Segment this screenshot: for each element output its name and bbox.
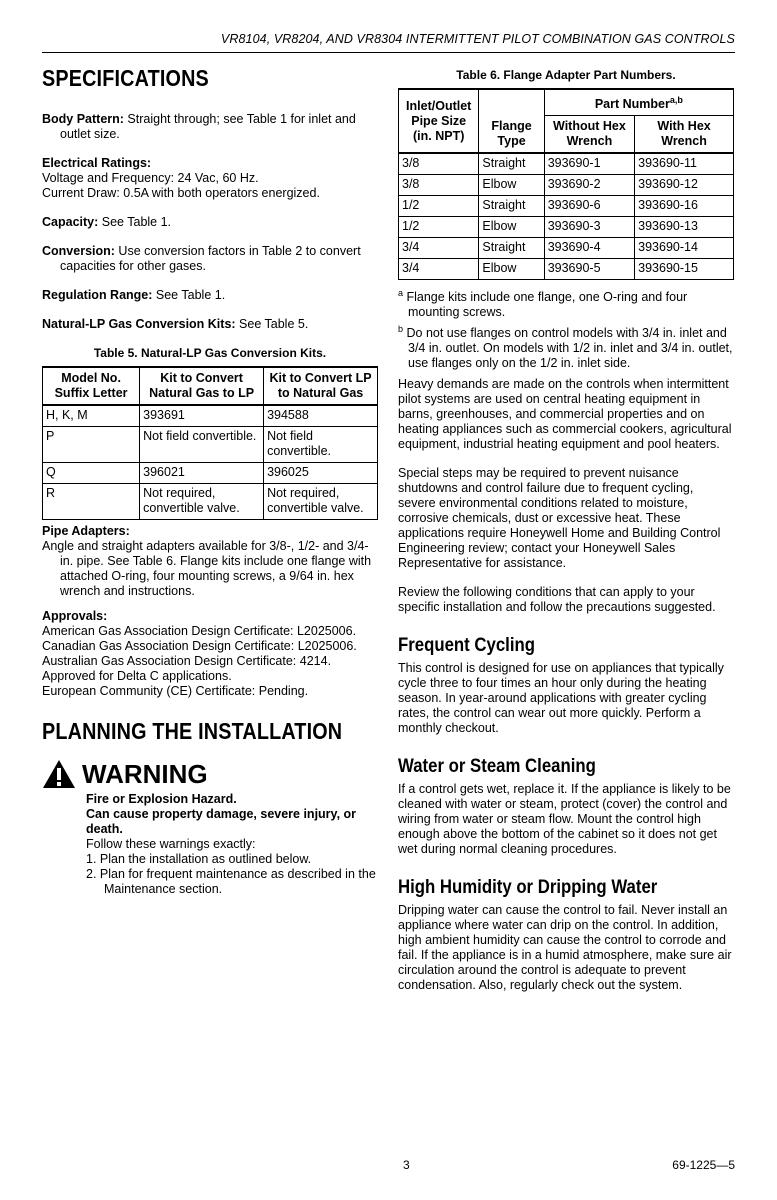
table5-caption: Table 5. Natural-LP Gas Conversion Kits. bbox=[93, 346, 327, 360]
table-cell: 396025 bbox=[264, 463, 378, 484]
table-header-cell: Inlet/Outlet Pipe Size (in. NPT) bbox=[399, 89, 479, 153]
spec-voltage: Voltage and Frequency: 24 Vac, 60 Hz. bbox=[42, 171, 259, 185]
table-cell: 393690-12 bbox=[635, 175, 734, 196]
table-cell: Not required, convertible valve. bbox=[140, 484, 264, 520]
warning-consequence: Can cause property damage, severe injury, or death. bbox=[86, 807, 357, 836]
table-cell: Elbow bbox=[479, 175, 544, 196]
spec-conversion bbox=[42, 244, 378, 274]
table-cell: 1/2 bbox=[399, 217, 479, 238]
part-number-sup: a,b bbox=[669, 95, 683, 105]
footnote-mark: a bbox=[398, 288, 404, 299]
table-cell: 393690-13 bbox=[635, 217, 734, 238]
table-row bbox=[399, 196, 734, 217]
spec-label: Conversion: bbox=[42, 244, 115, 258]
table-cell: Straight bbox=[479, 153, 544, 175]
spec-label: Regulation Range: bbox=[42, 288, 153, 302]
table-row bbox=[399, 217, 734, 238]
spec-label: Approvals: bbox=[42, 609, 108, 623]
table-cell: 396021 bbox=[140, 463, 264, 484]
right-column bbox=[398, 64, 734, 1007]
table6 bbox=[398, 88, 734, 280]
table-row bbox=[43, 427, 378, 463]
document-code: 69-1225—5 bbox=[672, 1158, 735, 1172]
table-row bbox=[43, 405, 378, 427]
table-cell: 3/4 bbox=[399, 238, 479, 259]
table-cell: 393690-4 bbox=[544, 238, 634, 259]
table6-footnotes bbox=[398, 286, 734, 371]
spec-label: Pipe Adapters: bbox=[42, 524, 130, 538]
table-cell: 3/8 bbox=[399, 175, 479, 196]
spec-text: Straight through; see Table 1 for inlet and outlet size. bbox=[60, 112, 356, 141]
frequent-cycling-text: This control is designed for use on appliances that typically cycle three to four times an hour only during the heating season. In year-around applications with greater cycling rates, the control can wear out more quickly. Perform a monthly checkout. bbox=[398, 661, 724, 736]
table5 bbox=[42, 366, 378, 520]
part-number-label: Part Number bbox=[594, 97, 670, 112]
spec-electrical bbox=[42, 156, 378, 201]
warning-box bbox=[42, 759, 378, 897]
specifications-heading: SPECIFICATIONS bbox=[42, 65, 209, 91]
table-cell: 393690-5 bbox=[544, 259, 634, 280]
spec-label: Natural-LP Gas Conversion Kits: bbox=[42, 317, 236, 331]
table-row bbox=[399, 153, 734, 175]
table6-caption: Table 6. Flange Adapter Part Numbers. bbox=[456, 68, 676, 82]
table-header-cell: Without Hex Wrench bbox=[544, 116, 634, 154]
table-cell: 393690-11 bbox=[635, 153, 734, 175]
header-rule bbox=[42, 52, 735, 53]
table-row bbox=[43, 484, 378, 520]
water-steam-heading: Water or Steam Cleaning bbox=[398, 755, 596, 778]
approval-line: Australian Gas Association Design Certificate: 4214. bbox=[42, 654, 332, 668]
footnote-a bbox=[398, 286, 734, 320]
table-header-cell: Model No. Suffix Letter bbox=[43, 367, 140, 405]
table-cell: Elbow bbox=[479, 217, 544, 238]
spec-label: Electrical Ratings: bbox=[42, 156, 152, 170]
table-row bbox=[399, 238, 734, 259]
table-row bbox=[399, 259, 734, 280]
heavy-demands-paragraph: Heavy demands are made on the controls when intermittent pilot systems are used on central heating equipment in barns, greenhouses, and commercial properties and on heating appliances such as commercial cookers, agricultural equipment, industrial heating equipment and pool heaters. bbox=[398, 377, 732, 452]
table6-header-row bbox=[399, 89, 734, 116]
spec-capacity bbox=[42, 215, 378, 230]
spec-current: Current Draw: 0.5A with both operators energized. bbox=[42, 186, 320, 200]
review-paragraph: Review the following conditions that can apply to your specific installation and follow the precautions suggested. bbox=[398, 585, 716, 615]
table-cell: Not field convertible. bbox=[140, 427, 264, 463]
table-cell: 393690-2 bbox=[544, 175, 634, 196]
frequent-cycling-heading: Frequent Cycling bbox=[398, 634, 535, 657]
warning-title: WARNING bbox=[82, 759, 208, 789]
table-cell: Straight bbox=[479, 238, 544, 259]
table-cell: Q bbox=[43, 463, 140, 484]
table-header-cell: With Hex Wrench bbox=[635, 116, 734, 154]
footnote-b bbox=[398, 322, 734, 371]
table-cell: 393690-6 bbox=[544, 196, 634, 217]
spec-text: Use conversion factors in Table 2 to convert capacities for other gases. bbox=[60, 244, 361, 273]
spec-label: Body Pattern: bbox=[42, 112, 124, 126]
approval-line: European Community (CE) Certificate: Pending. bbox=[42, 684, 309, 698]
table-cell: 393690-15 bbox=[635, 259, 734, 280]
table-row bbox=[399, 175, 734, 196]
table-cell: Straight bbox=[479, 196, 544, 217]
warning-step: 1. Plan the installation as outlined below. bbox=[86, 852, 312, 866]
table-cell: Not field convertible. bbox=[264, 427, 378, 463]
humidity-heading: High Humidity or Dripping Water bbox=[398, 876, 658, 899]
table-header-cell: Kit to Convert LP to Natural Gas bbox=[264, 367, 378, 405]
footnote-mark: b bbox=[398, 324, 404, 335]
page-number: 3 bbox=[403, 1158, 410, 1172]
humidity-text: Dripping water can cause the control to fail. Never install an appliance where water can drip on the control. In addition, high ambient humidity can cause the control to corrode and fail. If the appliance is in a humid atmosphere, make sure air circulation around the control is adequate to prevent condensation. Also, regularly check out the system. bbox=[398, 903, 732, 993]
spec-approvals bbox=[42, 609, 378, 699]
spec-text: See Table 5. bbox=[235, 317, 309, 331]
table-header-cell: Kit to Convert Natural Gas to LP bbox=[140, 367, 264, 405]
page-header-title: VR8104, VR8204, AND VR8304 INTERMITTENT PILOT COMBINATION GAS CONTROLS bbox=[220, 32, 735, 46]
water-steam-text: If a control gets wet, replace it. If the appliance is likely to be cleaned with water or steam, protect (cover) the control and wiring from water or steam flow. Mount the control high enough above the bottom of the cabinet so it does not get wet during normal cleaning procedures. bbox=[398, 782, 731, 857]
table-cell: R bbox=[43, 484, 140, 520]
spec-pipe-adapters bbox=[42, 524, 378, 599]
table-cell: H, K, M bbox=[43, 405, 140, 427]
table-cell: 393690-1 bbox=[544, 153, 634, 175]
table-cell: 393690-14 bbox=[635, 238, 734, 259]
table-cell: P bbox=[43, 427, 140, 463]
spec-kits bbox=[42, 317, 378, 332]
approval-line: Approved for Delta C applications. bbox=[42, 669, 232, 683]
spec-text: See Table 1. bbox=[152, 288, 226, 302]
warning-hazard: Fire or Explosion Hazard. bbox=[86, 792, 237, 806]
table-cell: 3/8 bbox=[399, 153, 479, 175]
warning-step: 2. Plan for frequent maintenance as described in the Maintenance section. bbox=[86, 867, 376, 896]
table-cell: 394588 bbox=[264, 405, 378, 427]
table-cell: 393690-3 bbox=[544, 217, 634, 238]
table-row bbox=[43, 463, 378, 484]
planning-heading: PLANNING THE INSTALLATION bbox=[42, 718, 343, 744]
spec-label: Capacity: bbox=[42, 215, 99, 229]
approval-line: American Gas Association Design Certificate: L2025006. bbox=[42, 624, 357, 638]
table-header-cell bbox=[544, 89, 733, 116]
spec-text: See Table 1. bbox=[98, 215, 172, 229]
warning-title-row bbox=[42, 759, 378, 789]
table5-header-row bbox=[43, 367, 378, 405]
table-header-cell: Flange Type bbox=[479, 89, 544, 153]
warning-instruction: Follow these warnings exactly: bbox=[86, 837, 256, 851]
footnote-text: Do not use flanges on control models with 3/4 in. inlet and 3/4 in. outlet. On models with 1/2 in. inlet and 3/4 in. outlet, use flanges only on the 1/2 in. inlet side. bbox=[403, 326, 733, 371]
warning-body bbox=[42, 792, 378, 897]
spec-text: Angle and straight adapters available for 3/8-, 1/2- and 3/4-in. pipe. See Table 6. Flange kits include one flange with attached O-ring, four mounting screws, a 9/64 in. hex wrench and instructions. bbox=[42, 539, 372, 598]
table-cell: Elbow bbox=[479, 259, 544, 280]
table-cell: 1/2 bbox=[399, 196, 479, 217]
table-cell: 393691 bbox=[140, 405, 264, 427]
warning-triangle-icon bbox=[42, 759, 76, 789]
table-cell: 3/4 bbox=[399, 259, 479, 280]
table-cell: Not required, convertible valve. bbox=[264, 484, 378, 520]
left-column bbox=[42, 64, 378, 897]
spec-body-pattern bbox=[42, 112, 378, 142]
footnote-text: Flange kits include one flange, one O-ring and four mounting screws. bbox=[403, 290, 688, 320]
approval-line: Canadian Gas Association Design Certificate: L2025006. bbox=[42, 639, 357, 653]
special-steps-paragraph: Special steps may be required to prevent nuisance shutdowns and control failure due to frequent cycling, severe environmental conditions related to moisture, corrosive chemicals, dust or excessive heat. These applications require Honeywell Home and Building Control Engineering review; contact your Honeywell Sales Representative for assistance. bbox=[398, 466, 721, 571]
spec-regulation bbox=[42, 288, 378, 303]
table-cell: 393690-16 bbox=[635, 196, 734, 217]
